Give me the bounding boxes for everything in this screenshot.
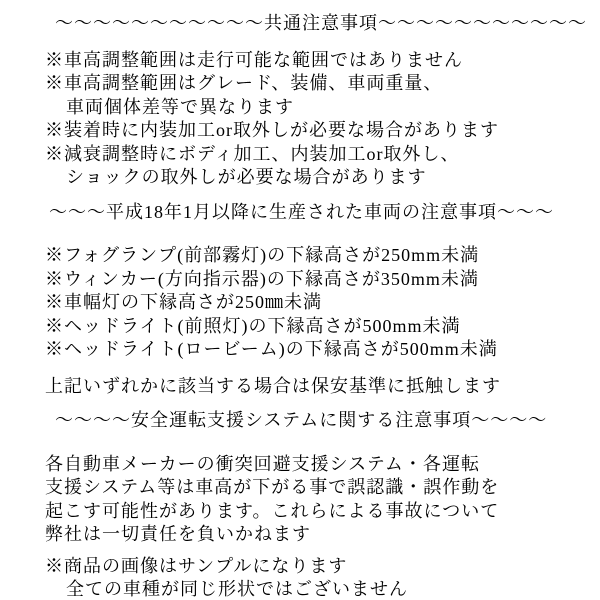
text-line: ショックの取外しが必要な場合があります: [66, 167, 427, 187]
text-line: ※フォグランプ(前部霧灯)の下縁高さが250mm未満: [45, 245, 480, 265]
text-block: [45, 244, 582, 362]
text-line: ※車高調整範囲は走行可能な範囲ではありません: [45, 49, 463, 70]
text-line: ※車高調整範囲はグレード、装備、車両重量、: [45, 73, 443, 93]
section-heading: ～～～～～～～～～～～共通注意事項～～～～～～～～～～～: [55, 13, 587, 33]
text-block: [45, 453, 582, 547]
text-line: 車両個体差等で異なります: [66, 96, 294, 117]
text-line: ※ヘッドライト(前照灯)の下縁高さが500mm未満: [45, 315, 461, 336]
text-line: 支援システム等は車高が下がる事で誤認識・誤作動を: [45, 477, 500, 497]
text-line: 上記いずれかに該当する場合は保安基準に抵触します: [45, 375, 501, 396]
text-line: 弊社は一切責任を負いかねます: [45, 524, 311, 544]
text-block: [45, 49, 582, 190]
section-heading: ～～～平成18年1月以降に生産された車両の注意事項～～～: [49, 201, 554, 222]
text-line: 全ての車種が同じ形状ではございません: [66, 579, 408, 599]
text-line: ※ウィンカー(方向指示器)の下縁高さが350mm未満: [45, 268, 479, 289]
text-line: ※車幅灯の下縁高さが250㎜未満: [45, 292, 322, 312]
text-line: ※装着時に内装加工or取外しが必要な場合があります: [45, 120, 499, 140]
text-line: ※ヘッドライト(ロービーム)の下縁高さが500mm未満: [45, 339, 498, 359]
text-block: [45, 555, 582, 600]
text-line: ※減衰調整時にボディ加工、内装加工or取外し、: [45, 143, 460, 164]
text-block: [45, 375, 582, 399]
section-heading: ～～～～安全運転支援システムに関する注意事項～～～～: [55, 410, 548, 430]
text-line: ※商品の画像はサンプルになります: [45, 555, 348, 576]
text-line: 起こす可能性があります。これらによる事故について: [45, 500, 500, 521]
text-line: 各自動車メーカーの衝突回避支援システム・各運転: [45, 453, 480, 474]
